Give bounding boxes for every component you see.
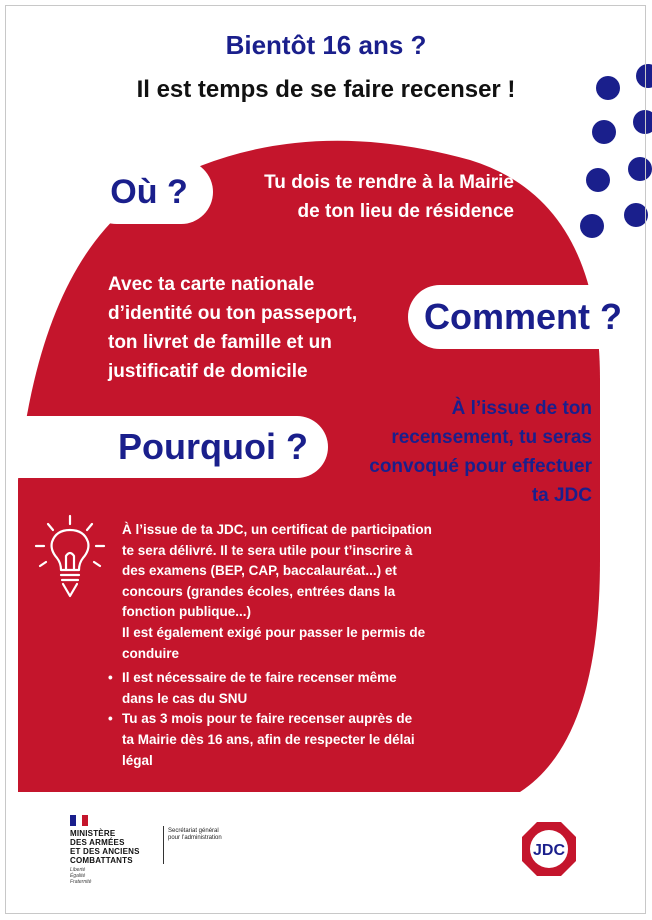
issue-text-line: convoqué pour effectuer [369,456,592,477]
pourquoi-line: des examens (BEP, CAP, baccalauréat...) et [122,563,397,579]
comment-text [108,270,408,386]
secretariat-line: pour l’administration [168,835,222,841]
ministry-line: DES ARMÉES [70,838,125,847]
decorative-dot [628,157,652,181]
decorative-dot [633,110,652,134]
page-title: Bientôt 16 ans ? [225,30,427,60]
motto-line: Liberté [70,867,86,873]
decorative-dot [586,168,610,192]
pourquoi-body [122,520,482,771]
comment-label: Comment ? [408,285,652,349]
republic-motto [70,867,91,885]
ministry-line: COMBATTANTS [70,856,133,865]
pourquoi-line: te sera délivré. Il te sera utile pour t’inscrire à [122,542,413,558]
ou-text-line: Tu dois te rendre à la Mairie [264,172,514,193]
issue-text [330,394,592,510]
ou-text [224,168,514,226]
bullet-line: Il est nécessaire de te faire recenser même [122,670,397,686]
pourquoi-line: Il est également exigé pour passer le permis de [122,624,426,640]
ou-label: Où ? [85,160,213,224]
bullet-line: ta Mairie dès 16 ans, afin de respecter le délai [122,731,415,747]
ministry-line: MINISTÈRE [70,829,116,838]
decorative-dot [580,214,604,238]
comment-text-line: Avec ta carte nationale [108,274,315,295]
pourquoi-bullet-list [122,668,482,771]
marianne-flag-icon [70,815,88,826]
list-item [122,709,482,771]
motto-line: Fraternité [70,879,92,885]
issue-text-line: ta JDC [531,485,592,506]
pourquoi-line: fonction publique...) [122,604,251,620]
bullet-line: légal [122,752,153,768]
secretariat-label [168,828,222,842]
decorative-dot [592,120,616,144]
list-item [122,668,482,709]
issue-text-line: À l’issue de ton [451,398,592,419]
comment-text-line: ton livret de famille et un [108,332,332,353]
secretariat-line: Secrétariat général [168,828,219,834]
ou-text-line: de ton lieu de résidence [297,201,514,222]
comment-text-line: d’identité ou ton passeport, [108,303,358,324]
pourquoi-label: Pourquoi ? [0,416,328,478]
bullet-line: dans le cas du SNU [122,690,248,706]
motto-line: Égalité [70,873,86,879]
lightbulb-icon [32,512,108,602]
issue-text-line: recensement, tu seras [391,427,592,448]
jdc-logo [520,820,578,878]
page-subtitle: Il est temps de se faire recenser ! [136,76,516,103]
ministry-line: ET DES ANCIENS [70,847,140,856]
bullet-line: Tu as 3 mois pour te faire recenser auprès de [122,711,413,727]
pourquoi-paragraph [122,520,482,664]
comment-text-line: justificatif de domicile [108,361,308,382]
jdc-logo-text: JDC [532,842,566,859]
decorative-dot [624,203,648,227]
pourquoi-line: concours (grandes écoles, entrées dans la [122,583,396,599]
logo-separator [163,826,164,864]
pourquoi-line: conduire [122,645,180,661]
pourquoi-line: À l’issue de ta JDC, un certificat de participation [122,522,432,537]
ministry-name [70,829,140,865]
